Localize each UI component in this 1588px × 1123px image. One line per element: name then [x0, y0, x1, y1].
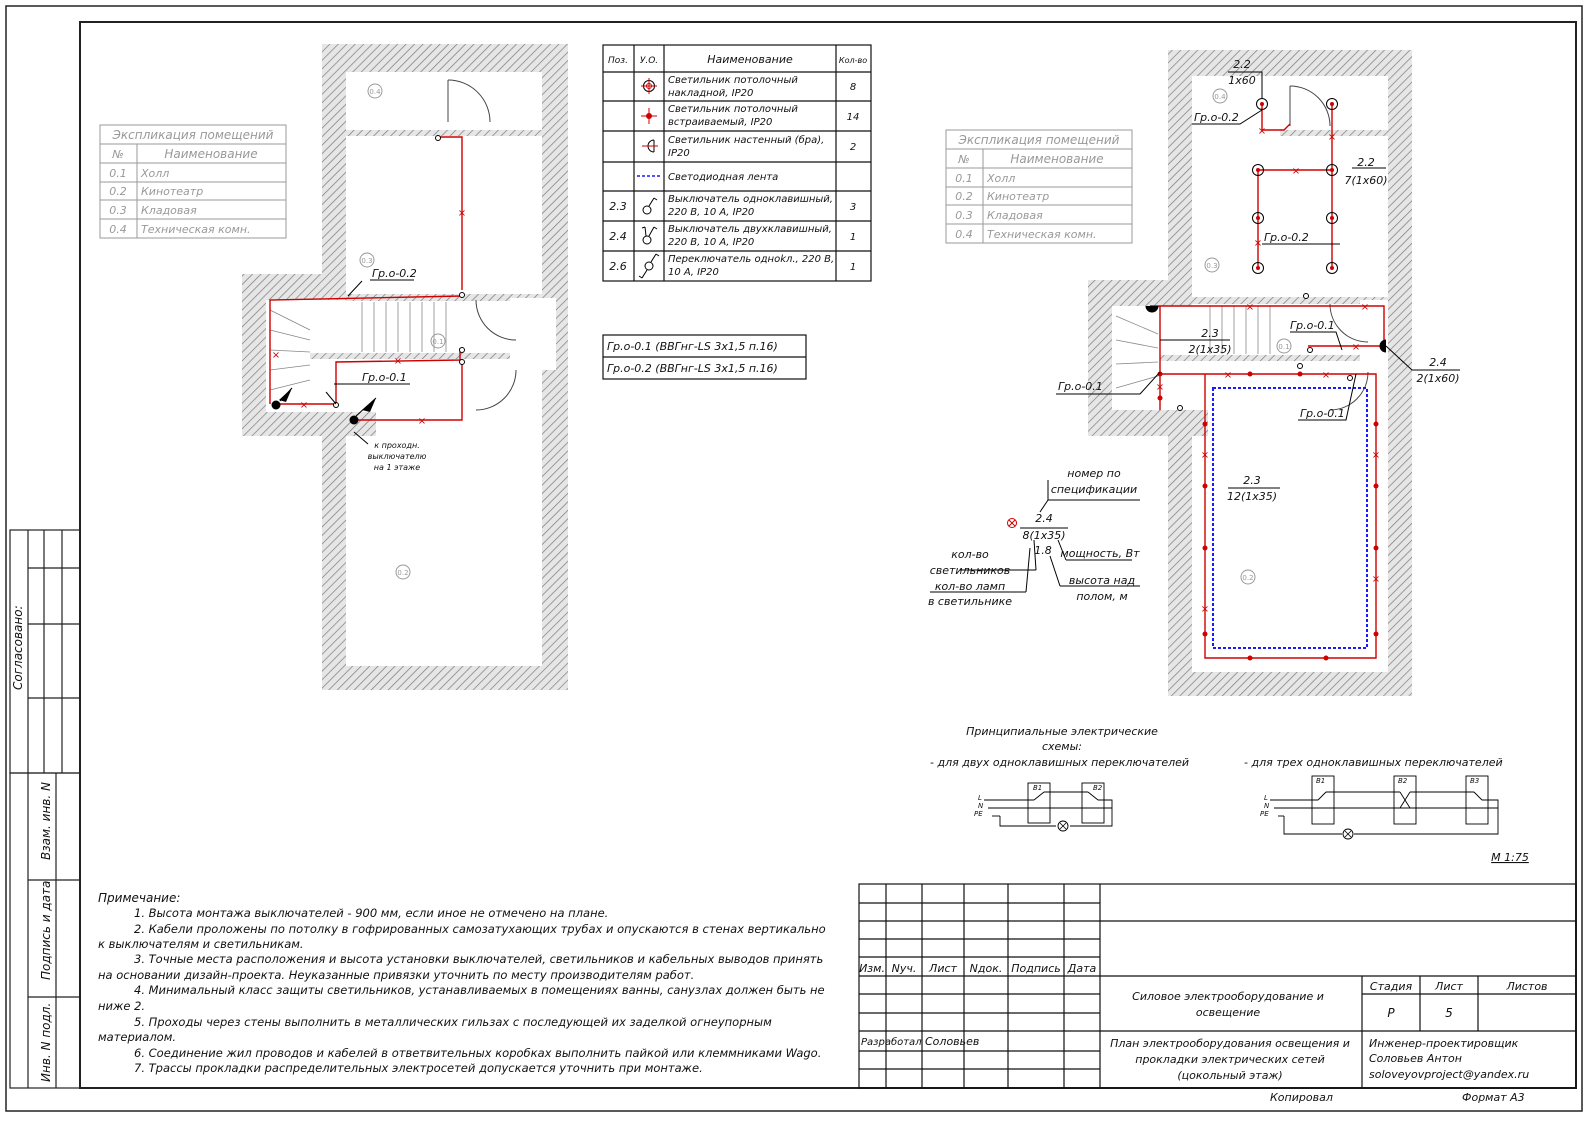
- stamp-col: Nдок.: [969, 962, 1003, 975]
- right-tag-03: 0.3: [1206, 262, 1218, 270]
- key-lamps-per: кол-во ламп: [934, 580, 1006, 593]
- svg-text:×: ×: [1257, 126, 1267, 137]
- stamp-sheet-title: План электрооборудования освещения и: [1110, 1037, 1350, 1050]
- right-label: 1х60: [1228, 74, 1256, 87]
- svg-text:×: ×: [1371, 450, 1381, 461]
- format-label: Формат А3: [1462, 1091, 1525, 1104]
- copied-label: Копировал: [1270, 1091, 1333, 1104]
- sign-date-label: Подпись и дата: [39, 880, 53, 980]
- stamp-stage-header: Стадия: [1369, 980, 1413, 993]
- scheme-three-switches: [1270, 776, 1498, 839]
- svg-text:×: ×: [1321, 370, 1331, 381]
- stamp-col: Подпись: [1011, 962, 1061, 975]
- right-label: Гр.о-0.1: [1058, 380, 1103, 393]
- inv-ref-label: Взам. инв. N: [39, 782, 53, 860]
- key-lamps-per: в светильнике: [927, 595, 1013, 608]
- legend-row-qty: 3: [849, 202, 857, 213]
- explication-row-name: Кладовая: [141, 204, 197, 217]
- svg-text:×: ×: [457, 208, 467, 219]
- right-tag-02: 0.2: [1242, 574, 1254, 582]
- cable-group-02: Гр.о-0.2 (ВВГнг-LS 3х1,5 п.16): [607, 362, 778, 375]
- legend-row-name: накладной, IP20: [668, 88, 754, 99]
- agreed-label: Согласовано:: [11, 605, 25, 690]
- schemes-title: схемы:: [1041, 740, 1083, 753]
- explication-row-num: 0.2: [109, 185, 127, 198]
- stamp-sheet: 5: [1445, 1006, 1453, 1020]
- svg-text:×: ×: [1223, 370, 1233, 381]
- key-lamps-count: кол-во: [951, 548, 989, 561]
- key-spec-line: спецификации: [1050, 483, 1138, 496]
- scheme-three-caption: - для трех одноклавишных переключателей: [1244, 756, 1503, 769]
- legend-row-name: 10 А, IP20: [668, 267, 719, 278]
- double-switch-icon: [642, 227, 657, 244]
- explication-header-num: №: [112, 148, 124, 161]
- wire-label: N: [978, 802, 984, 810]
- note-line: материалом.: [98, 1030, 177, 1044]
- explication-row-name: Кинотеатр: [141, 185, 204, 198]
- note-line: 4. Минимальный класс защиты светильников, устанавливаемых в помещениях ванны, санузлах должен быть не: [134, 983, 825, 997]
- stamp-sheets-header: Листов: [1506, 980, 1548, 993]
- right-label: 2.2: [1233, 58, 1251, 71]
- wire-label: N: [1264, 802, 1270, 810]
- scheme-two-caption: - для двух одноклавишных переключателей: [930, 756, 1190, 769]
- legend-row-pos: 2.3: [609, 200, 627, 213]
- explication-title: Экспликация помещений: [958, 133, 1120, 147]
- legend-row-name: 220 В, 10 А, IP20: [668, 207, 755, 218]
- key-power: мощность, Вт: [1060, 547, 1140, 560]
- switch-label: В3: [1470, 777, 1480, 785]
- svg-text:×: ×: [1291, 166, 1301, 177]
- left-group-02-label: Гр.о-0.2: [372, 267, 417, 280]
- svg-text:×: ×: [1371, 574, 1381, 585]
- right-label: Гр.о-0.2: [1194, 111, 1239, 124]
- legend-row-name: Переключатель одноkл., 220 В,: [668, 254, 835, 265]
- key-height: 1.8: [1034, 544, 1052, 557]
- schemes-title: Принципиальные электрические: [966, 725, 1158, 738]
- stamp-project: Силовое электрооборудование и: [1132, 990, 1324, 1003]
- svg-text:×: ×: [271, 350, 281, 361]
- legend-row-name: встраиваемый, IP20: [668, 117, 773, 128]
- legend-row-qty: 1: [849, 232, 857, 243]
- stamp-col: Изм.: [859, 962, 885, 975]
- explication-row-name: Холл: [987, 172, 1016, 185]
- explication-header-name: Наименование: [164, 147, 258, 161]
- right-label: 2.3: [1201, 327, 1219, 340]
- stamp-engineer: Инженер-проектировщик: [1369, 1037, 1519, 1050]
- right-tag-01: 0.1: [1278, 343, 1290, 351]
- stamp-author: Соловьев: [925, 1035, 980, 1048]
- note-line: 2. Кабели проложены по потолку в гофрированных самозатухающих трубах и опускаются в стенах вертикально: [134, 922, 826, 936]
- key-spec-line: номер по: [1067, 467, 1121, 480]
- explication-row-name: Кинотеатр: [987, 190, 1050, 203]
- explication-row-num: 0.3: [955, 209, 973, 222]
- note-line: 3. Точные места расположения и высота установки выключателей, светильников и кабельных выводов принять: [134, 952, 824, 966]
- passthrough-note-3: на 1 этаже: [373, 463, 421, 472]
- key-height-label: полом, м: [1076, 590, 1128, 603]
- cable-group-01: Гр.о-0.1 (ВВГнг-LS 3х1,5 п.16): [607, 340, 778, 353]
- svg-text:×: ×: [393, 356, 403, 367]
- stamp-sheet-header: Лист: [1435, 980, 1463, 993]
- explication-row-name: Кладовая: [987, 209, 1043, 222]
- notes-title: Примечание:: [98, 891, 181, 905]
- right-label: Гр.о-0.1: [1300, 407, 1345, 420]
- left-tag-02: 0.2: [397, 569, 409, 577]
- right-label: Гр.о-0.2: [1264, 231, 1309, 244]
- switch-label: В2: [1093, 784, 1103, 792]
- legend-header-qty: Кол-во: [838, 56, 868, 65]
- switch-label: В1: [1316, 777, 1326, 785]
- svg-text:×: ×: [1200, 604, 1210, 615]
- stamp-col: Nуч.: [891, 962, 917, 975]
- legend-row-pos: 2.6: [609, 260, 627, 273]
- legend-row-qty: 8: [849, 82, 857, 93]
- svg-text:×: ×: [1360, 302, 1370, 313]
- stamp-col: Дата: [1067, 962, 1097, 975]
- scale-label: М 1:75: [1491, 851, 1529, 864]
- right-label: 2(1х35): [1188, 343, 1232, 356]
- note-line: 6. Соединение жил проводов и кабелей в ответвительных коробках выполнить пайкой или клеммниками Wago.: [134, 1046, 822, 1060]
- stamp-engineer: Соловьев Антон: [1369, 1052, 1462, 1065]
- right-label: 7(1х60): [1344, 174, 1388, 187]
- left-group-01-label: Гр.о-0.1: [362, 371, 407, 384]
- note-line: на основании дизайн-проекта. Неуказанные привязки уточнить по месту производителям работ.: [98, 968, 695, 982]
- svg-text:×: ×: [1245, 302, 1255, 313]
- explication-row-num: 0.3: [109, 204, 127, 217]
- explication-row-name: Холл: [141, 167, 170, 180]
- pass-switch-icon: [639, 254, 659, 278]
- note-line: ниже 2.: [98, 999, 146, 1013]
- legend-row-name: Светильник потолочный: [668, 75, 798, 86]
- legend-row-name: IP20: [668, 148, 690, 159]
- legend-row-qty: 1: [849, 262, 857, 273]
- svg-text:×: ×: [299, 400, 309, 411]
- legend-row-name: Светодиодная лента: [668, 172, 779, 183]
- svg-text:×: ×: [1253, 238, 1263, 249]
- key-lamps-count: светильников: [929, 564, 1011, 577]
- explication-row-name: Техническая комн.: [987, 228, 1097, 241]
- key-height-label: высота над: [1068, 574, 1136, 587]
- stamp-col: Лист: [929, 962, 957, 975]
- legend-header-pos: Поз.: [608, 56, 628, 66]
- passthrough-note-2: выключателю: [367, 452, 427, 461]
- stamp-sheet-title: (цокольный этаж): [1177, 1069, 1283, 1082]
- svg-text:×: ×: [1327, 132, 1337, 143]
- explication-row-num: 0.4: [109, 223, 127, 236]
- svg-text:×: ×: [1351, 342, 1361, 353]
- explication-row-name: Техническая комн.: [141, 223, 251, 236]
- legend-header-name: Наименование: [707, 53, 793, 66]
- explication-row-num: 0.2: [955, 190, 973, 203]
- left-tag-01: 0.1: [432, 338, 444, 346]
- left-floor-plan: [242, 44, 568, 690]
- stamp-sheet-title: прокладки электрических сетей: [1135, 1053, 1325, 1066]
- svg-text:×: ×: [1155, 382, 1165, 393]
- legend-row-name: Светильник потолочный: [668, 104, 798, 115]
- note-line: к выключателям и светильникам.: [98, 937, 304, 951]
- key-count: 8(1х35): [1022, 529, 1066, 542]
- inv-orig-label: Инв. N подл.: [39, 1002, 53, 1082]
- legend-row-pos: 2.4: [609, 230, 627, 243]
- right-tag-04: 0.4: [1214, 93, 1226, 101]
- right-label: 2.3: [1243, 474, 1261, 487]
- single-switch-icon: [643, 198, 657, 214]
- stamp-developed: Разработал: [861, 1037, 922, 1048]
- legend-row-name: Выключатель одноклавишный,: [668, 194, 833, 205]
- legend-row-qty: 2: [849, 142, 857, 153]
- explication-title: Экспликация помещений: [112, 128, 274, 142]
- explication-header-num: №: [958, 153, 970, 166]
- left-tag-03: 0.3: [361, 257, 373, 265]
- wire-label: L: [978, 794, 982, 802]
- ceiling-recessed-light-icon: [641, 108, 657, 124]
- legend-row-qty: 14: [846, 112, 860, 123]
- passthrough-note-1: к проходн.: [374, 441, 420, 450]
- legend-row-name: Светильник настенный (бра),: [668, 135, 825, 146]
- switch-label: В2: [1398, 777, 1408, 785]
- left-tag-04: 0.4: [369, 88, 381, 96]
- wire-label: PE: [1260, 810, 1269, 818]
- stamp-project: освещение: [1195, 1006, 1261, 1019]
- right-label: 2.4: [1429, 356, 1447, 369]
- note-line: 5. Проходы через стены выполнить в металлических гильзах с последующей их заделкой огнеупорным: [134, 1015, 772, 1029]
- switch-label: В1: [1033, 784, 1043, 792]
- wall-sconce-icon: [642, 140, 658, 152]
- svg-text:×: ×: [417, 416, 427, 427]
- stamp-engineer: soloveyovproject@yandex.ru: [1369, 1068, 1530, 1081]
- stamp-stage: Р: [1387, 1006, 1395, 1020]
- ceiling-surface-light-icon: [641, 78, 657, 94]
- wire-label: PE: [974, 810, 983, 818]
- explication-header-name: Наименование: [1010, 152, 1104, 166]
- note-line: 1. Высота монтажа выключателей - 900 мм, если иное не отмечено на плане.: [134, 906, 609, 920]
- explication-row-num: 0.1: [955, 172, 973, 185]
- legend-header-symbol: У.О.: [639, 56, 659, 66]
- svg-text:×: ×: [1200, 450, 1210, 461]
- right-label: 2.2: [1357, 156, 1375, 169]
- explication-row-num: 0.4: [955, 228, 973, 241]
- right-label: 12(1х35): [1226, 490, 1278, 503]
- legend-row-name: Выключатель двухклавишный,: [668, 224, 832, 235]
- note-line: 7. Трассы прокладки распределительных электросетей допускается уточнить при монтаже.: [134, 1061, 703, 1075]
- key-code: 2.4: [1035, 512, 1053, 525]
- key-light-icon: [1008, 519, 1017, 528]
- explication-row-num: 0.1: [109, 167, 127, 180]
- right-label: 2(1х60): [1416, 372, 1460, 385]
- right-label: Гр.о-0.1: [1290, 319, 1335, 332]
- legend-row-name: 220 В, 10 А, IP20: [668, 237, 755, 248]
- wire-label: L: [1264, 794, 1268, 802]
